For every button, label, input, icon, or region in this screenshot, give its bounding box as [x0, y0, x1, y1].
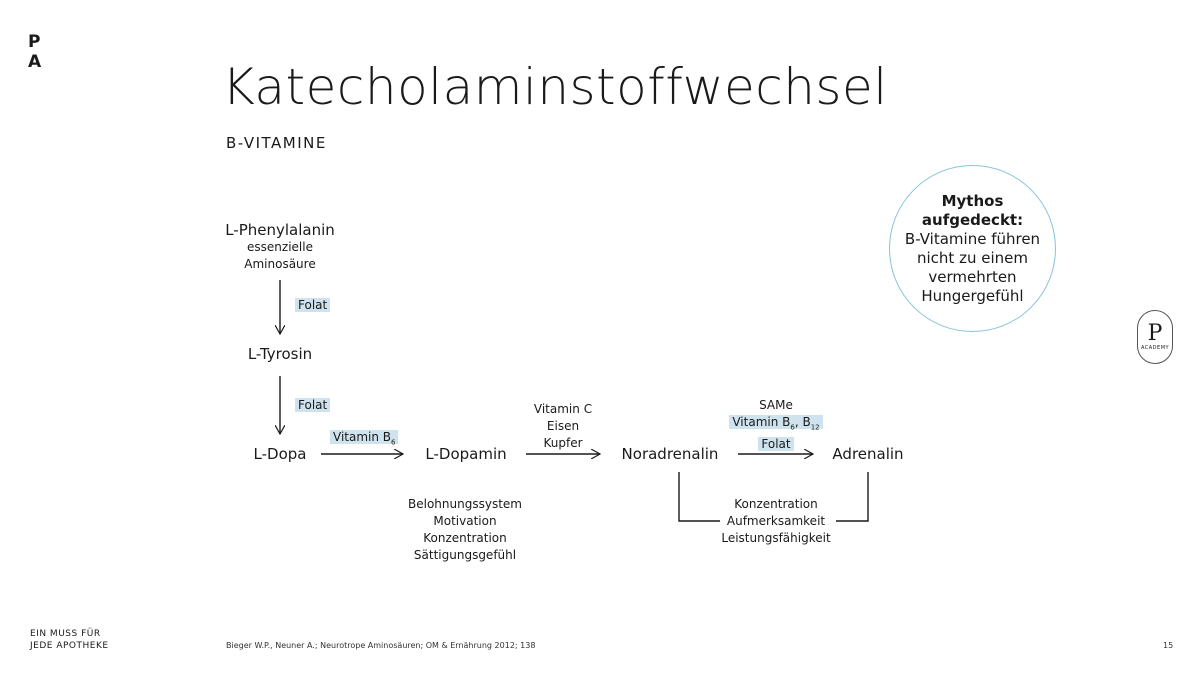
node-noradrenalin: Noradrenalin	[621, 445, 719, 463]
cofactor-kupfer: Kupfer	[543, 436, 583, 450]
myth-line-3: vermehrten	[928, 267, 1017, 286]
myth-callout	[889, 165, 1056, 332]
cofactor-vitamin-c: Vitamin C	[533, 402, 593, 416]
academy-badge-icon	[1137, 310, 1173, 364]
footer-slogan-line-1: EIN MUSS FÜR	[30, 629, 101, 639]
cofactor-folat-2: Folat	[295, 397, 330, 414]
logo-line-1: P	[28, 32, 41, 52]
myth-heading-2: aufgedeckt:	[921, 210, 1024, 229]
cofactor-folat-1: Folat	[295, 297, 330, 314]
footer-reference: Bieger W.P., Neuner A.; Neurotrope Aminosäuren; OM & Ernährung 2012; 138	[226, 641, 536, 650]
cofactor-vitamin-b6: Vitamin $B_6$	[330, 429, 398, 451]
effect-konzentration: Konzentration	[423, 531, 507, 545]
cofactor-list-dopamin-noradrenalin	[513, 401, 613, 452]
cofactor-same: SAMe	[759, 398, 793, 412]
badge-sub: ACADEMY	[1140, 345, 1170, 351]
effects-catecholamines	[711, 496, 841, 547]
cofactor-list-noradrenalin-adrenalin	[721, 397, 831, 453]
page-title: Katecholaminstoffwechsel	[222, 58, 888, 116]
page-subtitle: B-VITAMINE	[226, 134, 327, 152]
effect-motivation: Motivation	[433, 514, 497, 528]
effect-belohnungssystem: Belohnungssystem	[408, 497, 522, 511]
logo-line-2: A	[28, 52, 42, 72]
effect-konzentration-2: Konzentration	[734, 497, 818, 511]
effects-dopamin	[390, 496, 540, 564]
myth-line-2: nicht zu einem	[917, 248, 1028, 267]
footer-slogan-line-2: JEDE APOTHEKE	[30, 641, 109, 651]
myth-heading-1: Mythos	[941, 191, 1004, 210]
cofactor-folat-3: Folat	[721, 436, 831, 453]
effect-leistungsfaehigkeit: Leistungsfähigkeit	[721, 531, 831, 545]
footer-slogan	[30, 628, 109, 652]
node-l-dopa: L-Dopa	[253, 445, 307, 463]
badge-letter: P	[1147, 321, 1163, 346]
cofactor-vitamin-b6-b12: Vitamin $B_6$, $B_{12}$	[721, 414, 831, 436]
node-adrenalin: Adrenalin	[832, 445, 904, 463]
cofactor-eisen: Eisen	[546, 419, 580, 433]
effect-saettigungsgefuehl: Sättigungsgefühl	[413, 548, 517, 562]
node-l-phenylalanin: L-Phenylalanin	[225, 221, 335, 239]
node-l-tyrosin: L-Tyrosin	[247, 345, 313, 363]
node-l-dopamin: L-Dopamin	[425, 445, 507, 463]
effect-aufmerksamkeit: Aufmerksamkeit	[726, 514, 826, 528]
node-l-phenylalanin-note: essenzielle Aminosäure	[244, 240, 316, 271]
myth-line-4: Hungergefühl	[921, 286, 1024, 305]
myth-line-1: B-Vitamine führen	[904, 229, 1041, 248]
page-number: 15	[1163, 641, 1174, 650]
